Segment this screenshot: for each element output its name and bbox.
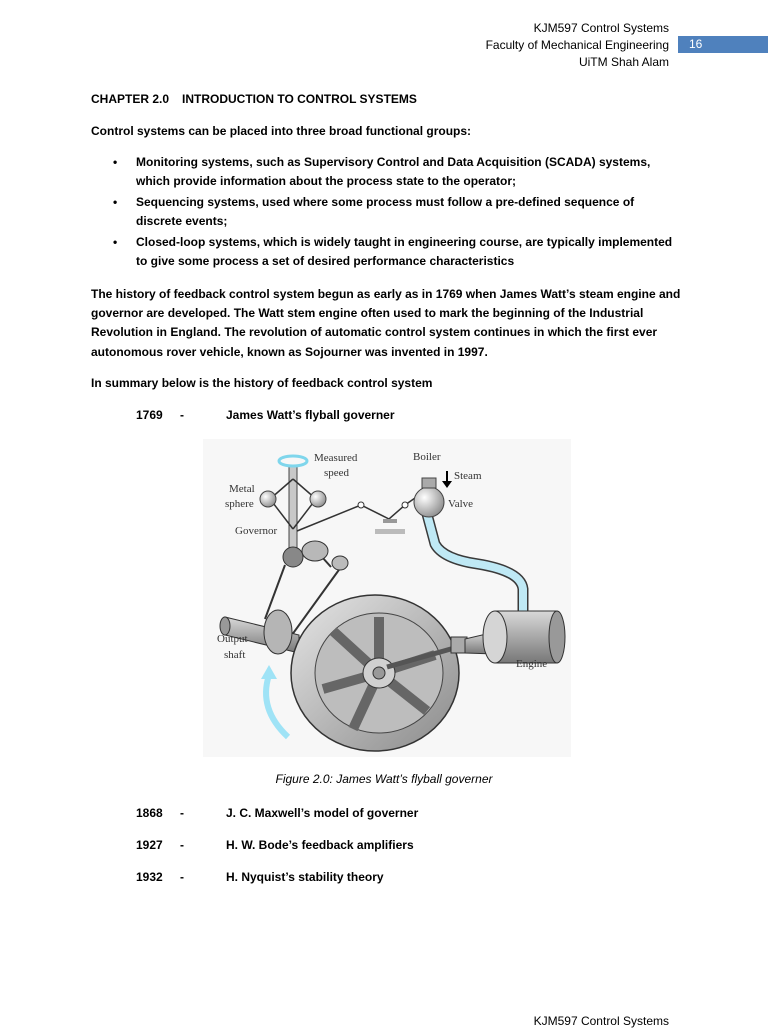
timeline-event: James Watt’s flyball governer xyxy=(226,408,395,422)
timeline-item xyxy=(136,805,418,821)
governor-gear xyxy=(283,547,303,567)
intro-text: Control systems can be placed into three broad functional groups: xyxy=(91,124,472,138)
label-metal: Metal xyxy=(229,483,255,495)
timeline-year: 1868 xyxy=(136,806,163,820)
label-steam: Steam xyxy=(454,470,482,482)
timeline-event: J. C. Maxwell’s model of governer xyxy=(226,806,419,820)
label-governor: Governor xyxy=(235,525,278,537)
timeline-item xyxy=(136,837,414,853)
metal-sphere-right xyxy=(310,491,326,507)
bullet-icon: • xyxy=(113,235,118,249)
header-campus: UiTM Shah Alam xyxy=(578,55,669,69)
flyball-governor-figure xyxy=(203,439,571,757)
list-item-text: Sequencing systems, used where some process must follow a pre-defined sequence of discrete events; xyxy=(136,195,635,228)
valve-body xyxy=(414,487,444,517)
groups-list xyxy=(91,153,681,273)
list-item xyxy=(91,233,681,271)
timeline-event: H. Nyquist’s stability theory xyxy=(226,870,384,884)
figure-caption: Figure 2.0: James Watt’s flyball governer xyxy=(275,772,493,786)
history-paragraph: The history of feedback control system begun as early as in 1769 when James Watt’s steam engine and governor are developed. The Watt stem engine often used to mark the beginning of the Industrial Revolution in England. The revolution of automatic control system continues in which the first ever autonomous rover vehicle, known as Sojourner was invented in 1997. xyxy=(91,287,681,359)
label-speed: speed xyxy=(324,467,350,479)
list-item xyxy=(91,193,681,231)
label-valve: Valve xyxy=(448,498,474,510)
list-item-text: Monitoring systems, such as Supervisory Control and Data Acquisition (SCADA) systems, which provide information about the process state to the operator; xyxy=(136,155,651,188)
list-item xyxy=(91,153,681,191)
summary-text: In summary below is the history of feedback control system xyxy=(91,376,433,390)
chapter-title: INTRODUCTION TO CONTROL SYSTEMS xyxy=(182,92,417,106)
timeline-item xyxy=(136,869,384,885)
label-shaft: shaft xyxy=(224,649,246,661)
header-course: KJM597 Control Systems xyxy=(533,21,669,35)
timeline-dash: - xyxy=(180,408,184,422)
header-faculty: Faculty of Mechanical Engineering xyxy=(485,38,669,52)
timeline-dash: - xyxy=(180,870,184,884)
footer-course: KJM597 Control Systems xyxy=(533,1014,669,1028)
label-sphere: sphere xyxy=(225,498,254,510)
chapter-heading xyxy=(91,90,417,109)
label-engine: Engine xyxy=(516,658,548,670)
bullet-icon: • xyxy=(113,195,118,209)
upper-pulley xyxy=(302,541,328,561)
timeline-year: 1927 xyxy=(136,838,163,852)
lower-pulley xyxy=(264,610,292,654)
timeline-year: 1769 xyxy=(136,408,163,422)
timeline-dash: - xyxy=(180,806,184,820)
list-item-text: Closed-loop systems, which is widely taught in engineering course, are typically implemented to give some process a set of desired performance characteristics xyxy=(136,235,673,268)
bullet-icon: • xyxy=(113,155,118,169)
timeline-event: H. W. Bode’s feedback amplifiers xyxy=(226,838,414,852)
label-output: Output xyxy=(217,633,248,645)
governor-column xyxy=(289,465,297,555)
timeline-year: 1932 xyxy=(136,870,163,884)
label-boiler: Boiler xyxy=(413,451,441,463)
timeline-dash: - xyxy=(180,838,184,852)
page-number: 16 xyxy=(678,36,768,53)
label-measured: Measured xyxy=(314,452,358,464)
chapter-number: CHAPTER 2.0 xyxy=(91,92,170,106)
timeline-item xyxy=(136,407,395,423)
metal-sphere-left xyxy=(260,491,276,507)
